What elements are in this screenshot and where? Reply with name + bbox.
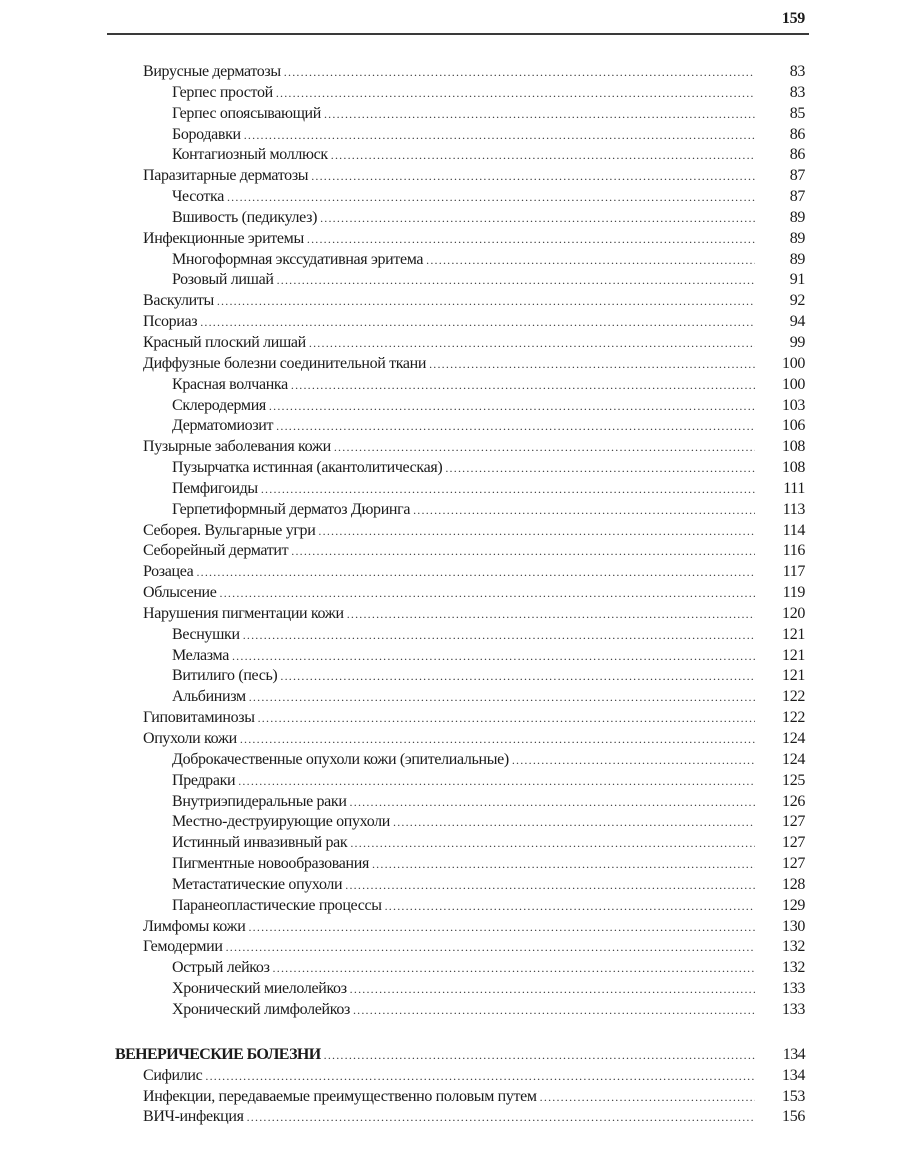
toc-entry-line <box>172 896 755 917</box>
toc-entry-line <box>172 375 755 396</box>
toc-entry-page: 86 <box>789 146 805 164</box>
toc-entry-line <box>172 687 755 708</box>
dot-leader <box>280 666 755 687</box>
toc-subsection-entry[interactable] <box>0 687 910 708</box>
toc-entry-line <box>143 291 755 312</box>
dot-leader <box>372 854 755 875</box>
dot-leader <box>353 1000 755 1021</box>
toc-subsection-entry[interactable] <box>0 979 910 1000</box>
dot-leader <box>318 521 755 542</box>
dot-leader <box>261 479 755 500</box>
dot-leader <box>244 125 755 146</box>
toc-entry-title: Герпетиформный дерматоз Дюринга <box>172 500 411 518</box>
toc-entry-title: Розовый лишай <box>172 271 274 289</box>
toc-entry-line <box>172 270 755 291</box>
dot-leader <box>196 562 755 583</box>
toc-entry-line <box>143 937 755 958</box>
toc-entry-line <box>172 812 755 833</box>
toc-entry-page: 124 <box>782 730 805 747</box>
toc-entry-title: Васкулиты <box>143 292 214 310</box>
toc-entry-line <box>143 1087 755 1108</box>
toc-entry-title: Острый лейкоз <box>172 959 270 977</box>
toc-entry-page: 130 <box>782 917 805 935</box>
toc-entry-title: Паранеопластические процессы <box>172 896 382 914</box>
toc-subsection-entry[interactable] <box>0 187 910 208</box>
toc-entry-title: Себорея. Вульгарные угри <box>143 521 316 539</box>
toc-subsection-entry[interactable] <box>0 83 910 104</box>
toc-subsection-entry[interactable] <box>0 145 910 166</box>
toc-entry-title: Гиповитаминозы <box>143 709 255 727</box>
toc-entry-line <box>143 437 755 458</box>
toc-subsection-entry[interactable] <box>0 750 910 771</box>
toc-chapter-entry[interactable] <box>0 583 910 604</box>
toc-entry-page: 121 <box>782 625 805 643</box>
toc-entry-title: Вшивость (педикулез) <box>172 208 318 226</box>
toc-entry-line <box>172 458 755 479</box>
dot-leader <box>217 291 755 312</box>
toc-chapter-entry[interactable] <box>0 917 910 938</box>
toc-entry-line <box>143 229 755 250</box>
toc-entry-title: Розацеа <box>143 563 194 581</box>
toc-chapter-entry[interactable] <box>0 729 910 750</box>
toc-entry-line <box>143 562 755 583</box>
toc-entry-page: 128 <box>782 875 805 893</box>
toc-entry-page: 103 <box>782 396 805 414</box>
toc-entry-title: Гемодермии <box>143 938 223 956</box>
dot-leader <box>273 958 755 979</box>
toc-subsection-entry[interactable] <box>0 812 910 833</box>
toc-entry-page: 108 <box>782 438 805 456</box>
dot-leader <box>393 812 755 833</box>
toc-chapter-entry[interactable] <box>0 604 910 625</box>
dot-leader <box>276 416 755 437</box>
toc-entry-line <box>172 104 755 125</box>
toc-subsection-entry[interactable] <box>0 458 910 479</box>
toc-entry-page: 127 <box>782 813 805 831</box>
toc-chapter-entry[interactable] <box>0 1066 910 1087</box>
toc-entry-page: 121 <box>782 646 805 664</box>
toc-entry-line <box>172 125 755 146</box>
toc-subsection-entry[interactable] <box>0 833 910 854</box>
toc-chapter-entry[interactable] <box>0 166 910 187</box>
toc-entry-line <box>172 145 755 166</box>
dot-leader <box>220 583 755 604</box>
toc-entry-page: 92 <box>789 292 805 310</box>
toc-entry-line <box>172 416 755 437</box>
dot-leader <box>413 500 755 521</box>
toc-subsection-entry[interactable] <box>0 104 910 125</box>
toc-entry-title: Хронический миелолейкоз <box>172 980 347 998</box>
toc-entry-title: Дерматомиозит <box>172 417 274 435</box>
toc-subsection-entry[interactable] <box>0 1000 910 1021</box>
dot-leader <box>291 541 755 562</box>
toc-chapter-entry[interactable] <box>0 354 910 375</box>
toc-subsection-entry[interactable] <box>0 396 910 417</box>
toc-subsection-entry[interactable] <box>0 771 910 792</box>
toc-entry-page: 153 <box>782 1087 805 1105</box>
toc-entry-page: 132 <box>782 959 805 977</box>
toc-entry-title: Красная волчанка <box>172 375 288 393</box>
toc-entry-title: ВИЧ-инфекция <box>143 1108 244 1126</box>
toc-entry-title: Мелазма <box>172 646 229 664</box>
toc-entry-title: Пузырчатка истинная (акантолитическая) <box>172 459 443 477</box>
toc-entry-page: 119 <box>782 584 805 602</box>
toc-entry-page: 83 <box>789 63 805 80</box>
toc-entry-title: ВЕНЕРИЧЕСКИЕ БОЛЕЗНИ <box>115 1045 321 1063</box>
dot-leader <box>324 1045 755 1066</box>
dot-leader <box>345 875 755 896</box>
dot-leader <box>512 750 755 771</box>
header-rule <box>107 33 809 35</box>
toc-entry-page: 134 <box>782 1066 805 1084</box>
toc-entry-page: 126 <box>782 792 805 810</box>
toc-entry-title: Герпес опоясывающий <box>172 104 321 122</box>
toc-entry-page: 122 <box>782 688 805 706</box>
dot-leader <box>227 187 755 208</box>
dot-leader <box>429 354 755 375</box>
toc-entry-page: 127 <box>782 855 805 873</box>
toc-entry-page: 113 <box>782 500 805 518</box>
toc-entry-title: Предраки <box>172 771 236 789</box>
dot-leader <box>200 312 755 333</box>
toc-entry-title: Себорейный дерматит <box>143 542 289 560</box>
toc-part-heading[interactable] <box>0 1045 910 1066</box>
toc-entry-page: 117 <box>782 563 805 581</box>
toc-entry-title: Красный плоский лишай <box>143 333 306 351</box>
toc-entry-page: 124 <box>782 750 805 768</box>
page-number: 159 <box>781 10 805 27</box>
toc-entry-line <box>143 541 755 562</box>
toc-entry-title: Истинный инвазивный рак <box>172 834 348 852</box>
toc-entry-line <box>143 166 755 187</box>
toc-subsection-entry[interactable] <box>0 479 910 500</box>
toc-subsection-entry[interactable] <box>0 854 910 875</box>
toc-entry-title: Опухоли кожи <box>143 730 237 747</box>
toc-entry-page: 132 <box>782 938 805 956</box>
dot-leader <box>350 833 755 854</box>
dot-leader <box>248 917 755 938</box>
toc-entry-line <box>172 666 755 687</box>
toc-entry-page: 91 <box>789 271 805 289</box>
toc-entry-line <box>172 625 755 646</box>
toc-entry-title: Вирусные дерматозы <box>143 63 281 80</box>
toc-subsection-entry[interactable] <box>0 896 910 917</box>
toc-entry-page: 116 <box>782 542 805 560</box>
toc-entry-line <box>172 208 755 229</box>
toc-section-dermatoses <box>0 62 910 1021</box>
toc-entry-page: 127 <box>782 834 805 852</box>
toc-entry-line <box>172 833 755 854</box>
dot-leader <box>205 1066 755 1087</box>
toc-entry-title: Пузырные заболевания кожи <box>143 438 331 456</box>
table-of-contents <box>0 62 910 1128</box>
toc-entry-page: 83 <box>789 83 805 101</box>
toc-subsection-entry[interactable] <box>0 792 910 813</box>
toc-entry-page: 100 <box>782 375 805 393</box>
toc-entry-line <box>143 708 755 729</box>
page-header <box>107 0 805 38</box>
toc-entry-page: 129 <box>782 896 805 914</box>
toc-entry-title: Хронический лимфолейкоз <box>172 1000 350 1018</box>
toc-subsection-entry[interactable] <box>0 125 910 146</box>
toc-entry-line <box>172 979 755 1000</box>
dot-leader <box>247 1107 755 1128</box>
toc-entry-page: 87 <box>789 188 805 206</box>
toc-entry-title: Альбинизм <box>172 688 246 706</box>
dot-leader <box>284 62 755 83</box>
toc-entry-page: 133 <box>782 980 805 998</box>
toc-entry-line <box>172 1000 755 1021</box>
dot-leader <box>350 979 755 1000</box>
toc-entry-title: Метастатические опухоли <box>172 875 343 893</box>
toc-entry-line <box>172 500 755 521</box>
dot-leader <box>334 437 755 458</box>
toc-section-venereal-diseases <box>0 1045 910 1128</box>
toc-entry-page: 86 <box>789 125 805 143</box>
dot-leader <box>232 646 755 667</box>
toc-chapter-entry[interactable] <box>0 562 910 583</box>
dot-leader <box>291 375 755 396</box>
toc-entry-title: Витилиго (песь) <box>172 667 278 685</box>
toc-entry-line <box>172 771 755 792</box>
toc-entry-page: 99 <box>789 333 805 351</box>
toc-entry-page: 122 <box>782 709 805 727</box>
toc-entry-page: 108 <box>782 459 805 477</box>
toc-chapter-entry[interactable] <box>0 1107 910 1128</box>
toc-chapter-entry[interactable] <box>0 333 910 354</box>
toc-entry-title: Инфекции, передаваемые преимущественно половым путем <box>143 1087 537 1105</box>
section-spacer <box>0 1021 910 1045</box>
toc-entry-title: Лимфомы кожи <box>143 917 246 935</box>
toc-entry-line <box>172 187 755 208</box>
toc-entry-title: Инфекционные эритемы <box>143 229 304 247</box>
toc-chapter-entry[interactable] <box>0 541 910 562</box>
toc-chapter-entry[interactable] <box>0 437 910 458</box>
toc-subsection-entry[interactable] <box>0 500 910 521</box>
toc-chapter-entry[interactable] <box>0 291 910 312</box>
toc-entry-line <box>172 250 755 271</box>
dot-leader <box>269 396 755 417</box>
toc-subsection-entry[interactable] <box>0 375 910 396</box>
toc-entry-line <box>172 875 755 896</box>
toc-entry-line <box>172 646 755 667</box>
dot-leader <box>426 250 755 271</box>
toc-entry-page: 106 <box>782 417 805 435</box>
toc-entry-title: Пигментные новообразования <box>172 855 369 873</box>
dot-leader <box>243 625 755 646</box>
toc-entry-page: 156 <box>782 1108 805 1126</box>
toc-entry-page: 134 <box>782 1045 805 1063</box>
dot-leader <box>540 1087 755 1108</box>
toc-entry-title: Многоформная экссудативная эритема <box>172 250 424 268</box>
toc-entry-page: 120 <box>782 604 805 622</box>
dot-leader <box>249 687 755 708</box>
toc-entry-page: 111 <box>783 479 805 497</box>
toc-subsection-entry[interactable] <box>0 208 910 229</box>
toc-chapter-entry[interactable] <box>0 937 910 958</box>
toc-entry-title: Сифилис <box>143 1066 203 1084</box>
dot-leader <box>276 83 755 104</box>
dot-leader <box>226 937 755 958</box>
toc-entry-line <box>172 854 755 875</box>
toc-entry-title: Пемфигоиды <box>172 479 258 497</box>
toc-entry-title: Псориаз <box>143 313 198 331</box>
toc-entry-title: Нарушения пигментации кожи <box>143 604 344 622</box>
dot-leader <box>331 145 755 166</box>
toc-entry-page: 133 <box>782 1000 805 1018</box>
toc-entry-line <box>172 958 755 979</box>
toc-chapter-entry[interactable] <box>0 312 910 333</box>
toc-entry-line <box>143 333 755 354</box>
toc-entry-line <box>143 312 755 333</box>
toc-entry-page: 125 <box>782 771 805 789</box>
toc-entry-title: Бородавки <box>172 125 241 143</box>
toc-entry-title: Облысение <box>143 584 217 602</box>
toc-entry-line <box>143 583 755 604</box>
toc-chapter-entry[interactable] <box>0 62 910 83</box>
toc-chapter-entry[interactable] <box>0 229 910 250</box>
toc-entry-page: 89 <box>789 208 805 226</box>
toc-subsection-entry[interactable] <box>0 250 910 271</box>
dot-leader <box>324 104 755 125</box>
toc-entry-line <box>115 1045 755 1066</box>
toc-entry-page: 87 <box>789 167 805 185</box>
toc-subsection-entry[interactable] <box>0 646 910 667</box>
dot-leader <box>309 333 755 354</box>
toc-entry-line <box>143 917 755 938</box>
toc-entry-page: 89 <box>789 250 805 268</box>
toc-entry-page: 114 <box>782 521 805 539</box>
toc-entry-line <box>143 1107 755 1128</box>
toc-entry-page: 121 <box>782 667 805 685</box>
toc-entry-title: Чесотка <box>172 188 224 206</box>
dot-leader <box>277 270 755 291</box>
toc-chapter-entry[interactable] <box>0 1087 910 1108</box>
toc-entry-line <box>143 62 755 83</box>
dot-leader <box>240 729 755 750</box>
toc-entry-title: Веснушки <box>172 625 240 643</box>
toc-chapter-entry[interactable] <box>0 521 910 542</box>
dot-leader <box>311 166 755 187</box>
toc-entry-title: Склеродермия <box>172 396 266 414</box>
toc-entry-page: 100 <box>782 354 805 372</box>
dot-leader <box>385 896 755 917</box>
toc-entry-page: 94 <box>789 313 805 331</box>
toc-entry-title: Паразитарные дерматозы <box>143 167 309 185</box>
dot-leader <box>258 708 755 729</box>
toc-subsection-entry[interactable] <box>0 270 910 291</box>
dot-leader <box>307 229 755 250</box>
toc-subsection-entry[interactable] <box>0 666 910 687</box>
toc-entry-line <box>172 479 755 500</box>
dot-leader <box>347 604 755 625</box>
toc-entry-line <box>143 1066 755 1087</box>
toc-entry-line <box>172 83 755 104</box>
toc-entry-line <box>172 396 755 417</box>
dot-leader <box>238 771 755 792</box>
dot-leader <box>320 208 755 229</box>
toc-entry-line <box>172 750 755 771</box>
toc-entry-line <box>172 792 755 813</box>
toc-subsection-entry[interactable] <box>0 875 910 896</box>
toc-entry-title: Герпес простой <box>172 83 273 101</box>
toc-chapter-entry[interactable] <box>0 708 910 729</box>
toc-entry-page: 89 <box>789 229 805 247</box>
toc-subsection-entry[interactable] <box>0 958 910 979</box>
toc-subsection-entry[interactable] <box>0 625 910 646</box>
toc-entry-line <box>143 604 755 625</box>
toc-entry-title: Доброкачественные опухоли кожи (эпителиальные) <box>172 750 509 768</box>
toc-entry-line <box>143 521 755 542</box>
toc-entry-page: 85 <box>789 104 805 122</box>
toc-subsection-entry[interactable] <box>0 416 910 437</box>
toc-entry-line <box>143 354 755 375</box>
toc-entry-title: Местно-деструирующие опухоли <box>172 813 390 831</box>
dot-leader <box>445 458 755 479</box>
toc-entry-title: Контагиозный моллюск <box>172 146 328 164</box>
toc-entry-title: Внутриэпидеральные раки <box>172 792 347 810</box>
toc-entry-title: Диффузные болезни соединительной ткани <box>143 354 427 372</box>
toc-entry-line <box>143 729 755 750</box>
dot-leader <box>350 792 755 813</box>
